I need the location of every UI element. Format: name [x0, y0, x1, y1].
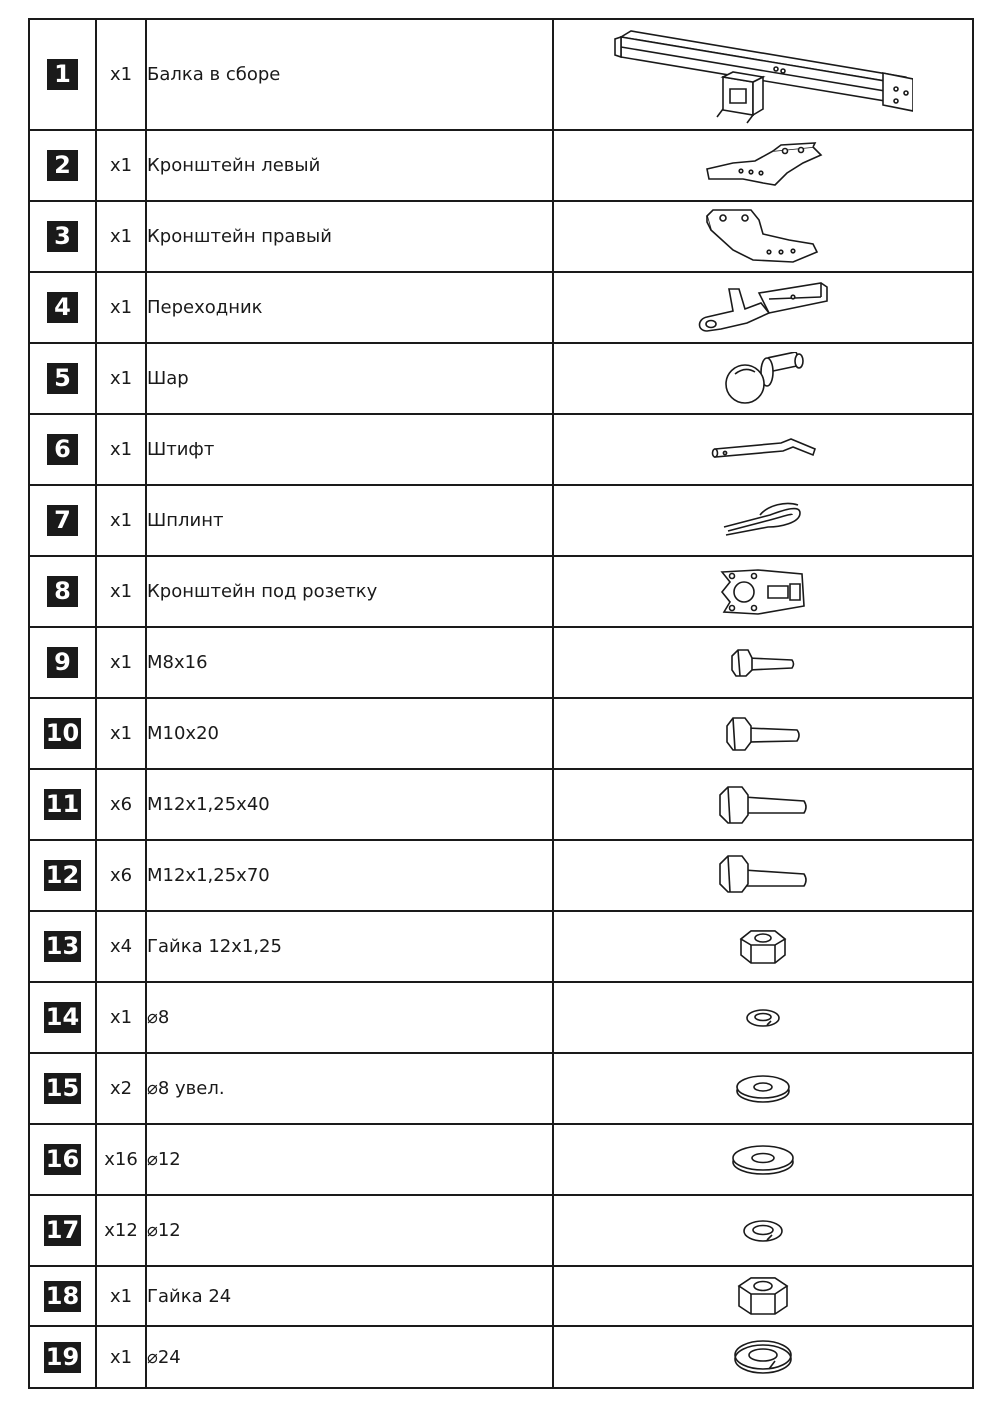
- right-bracket-icon: [703, 208, 823, 266]
- table-row: [29, 485, 973, 556]
- bolt-long-icon: [716, 854, 810, 898]
- table-row: [29, 769, 973, 840]
- table-row: [29, 1266, 973, 1326]
- item-number: 6: [47, 434, 78, 465]
- hitch-beam-icon: [613, 25, 913, 125]
- table-row: [29, 343, 973, 414]
- item-quantity: x1: [96, 343, 146, 414]
- cotter-pin-icon: [720, 501, 806, 541]
- item-number: 8: [47, 576, 78, 607]
- table-row: [29, 840, 973, 911]
- item-number: 11: [45, 790, 80, 818]
- item-name: Переходник: [146, 272, 553, 343]
- item-number: 15: [45, 1074, 80, 1102]
- item-name: Кронштейн левый: [146, 130, 553, 201]
- item-name: M8x16: [146, 627, 553, 698]
- item-number: 17: [45, 1216, 80, 1244]
- item-number: 13: [45, 932, 80, 960]
- table-row: [29, 982, 973, 1053]
- item-quantity: x1: [96, 485, 146, 556]
- item-name: Кронштейн правый: [146, 201, 553, 272]
- hex-nut-icon: [737, 927, 789, 967]
- socket-bracket-icon: [718, 566, 808, 618]
- item-number: 7: [47, 505, 78, 536]
- item-quantity: x1: [96, 130, 146, 201]
- item-name: M10x20: [146, 698, 553, 769]
- item-name: ⌀12: [146, 1124, 553, 1195]
- flat-washer-small-icon: [733, 1073, 793, 1105]
- item-quantity: x1: [96, 627, 146, 698]
- table-row: [29, 627, 973, 698]
- item-number: 9: [47, 647, 78, 678]
- item-quantity: x1: [96, 1326, 146, 1388]
- item-name: M12x1,25x40: [146, 769, 553, 840]
- item-name: ⌀12: [146, 1195, 553, 1266]
- item-quantity: x1: [96, 698, 146, 769]
- item-name: Шплинт: [146, 485, 553, 556]
- item-name: ⌀8 увел.: [146, 1053, 553, 1124]
- item-name: Гайка 12x1,25: [146, 911, 553, 982]
- item-name: Штифт: [146, 414, 553, 485]
- item-number: 12: [45, 861, 80, 889]
- table-row: [29, 1326, 973, 1388]
- item-quantity: x1: [96, 556, 146, 627]
- item-number: 5: [47, 363, 78, 394]
- table-row: [29, 414, 973, 485]
- item-number: 16: [45, 1145, 80, 1173]
- item-name: M12x1,25x70: [146, 840, 553, 911]
- bolt-medium-icon: [723, 714, 803, 754]
- pin-icon: [709, 435, 817, 465]
- item-quantity: x1: [96, 1266, 146, 1326]
- item-quantity: x1: [96, 414, 146, 485]
- item-quantity: x1: [96, 982, 146, 1053]
- table-row: [29, 1195, 973, 1266]
- item-quantity: x1: [96, 272, 146, 343]
- spring-washer-medium-icon: [740, 1216, 786, 1246]
- item-number: 19: [45, 1342, 80, 1371]
- item-quantity: x4: [96, 911, 146, 982]
- item-number: 3: [47, 221, 78, 252]
- item-quantity: x2: [96, 1053, 146, 1124]
- adapter-icon: [693, 279, 833, 337]
- item-number: 18: [45, 1281, 80, 1310]
- item-name: Гайка 24: [146, 1266, 553, 1326]
- table-row: [29, 1053, 973, 1124]
- item-number: 14: [45, 1003, 80, 1031]
- item-name: ⌀24: [146, 1326, 553, 1388]
- item-number-cell: [29, 19, 96, 130]
- parts-list-table: [28, 18, 974, 1389]
- bolt-large-icon: [716, 783, 810, 827]
- left-bracket-icon: [703, 141, 823, 191]
- item-quantity: x1: [96, 19, 146, 130]
- table-row: [29, 19, 973, 130]
- item-name: Балка в сборе: [146, 19, 553, 130]
- item-number: 10: [45, 719, 80, 747]
- table-row: [29, 130, 973, 201]
- hex-nut-large-icon: [735, 1274, 791, 1318]
- table-row: [29, 1124, 973, 1195]
- item-quantity: x12: [96, 1195, 146, 1266]
- flat-washer-large-icon: [729, 1143, 797, 1177]
- item-quantity: x16: [96, 1124, 146, 1195]
- item-name: Шар: [146, 343, 553, 414]
- table-row: [29, 272, 973, 343]
- table-row: [29, 556, 973, 627]
- item-quantity: x6: [96, 840, 146, 911]
- item-quantity: x6: [96, 769, 146, 840]
- item-number: 2: [47, 150, 78, 181]
- item-name: ⌀8: [146, 982, 553, 1053]
- table-row: [29, 201, 973, 272]
- item-number: 1: [47, 59, 78, 90]
- table-row: [29, 911, 973, 982]
- table-row: [29, 698, 973, 769]
- spring-washer-large-icon: [731, 1337, 795, 1377]
- bolt-small-icon: [728, 646, 798, 680]
- item-quantity: x1: [96, 201, 146, 272]
- tow-ball-icon: [721, 352, 805, 406]
- spring-washer-small-icon: [743, 1005, 783, 1031]
- item-name: Кронштейн под розетку: [146, 556, 553, 627]
- item-number: 4: [47, 292, 78, 323]
